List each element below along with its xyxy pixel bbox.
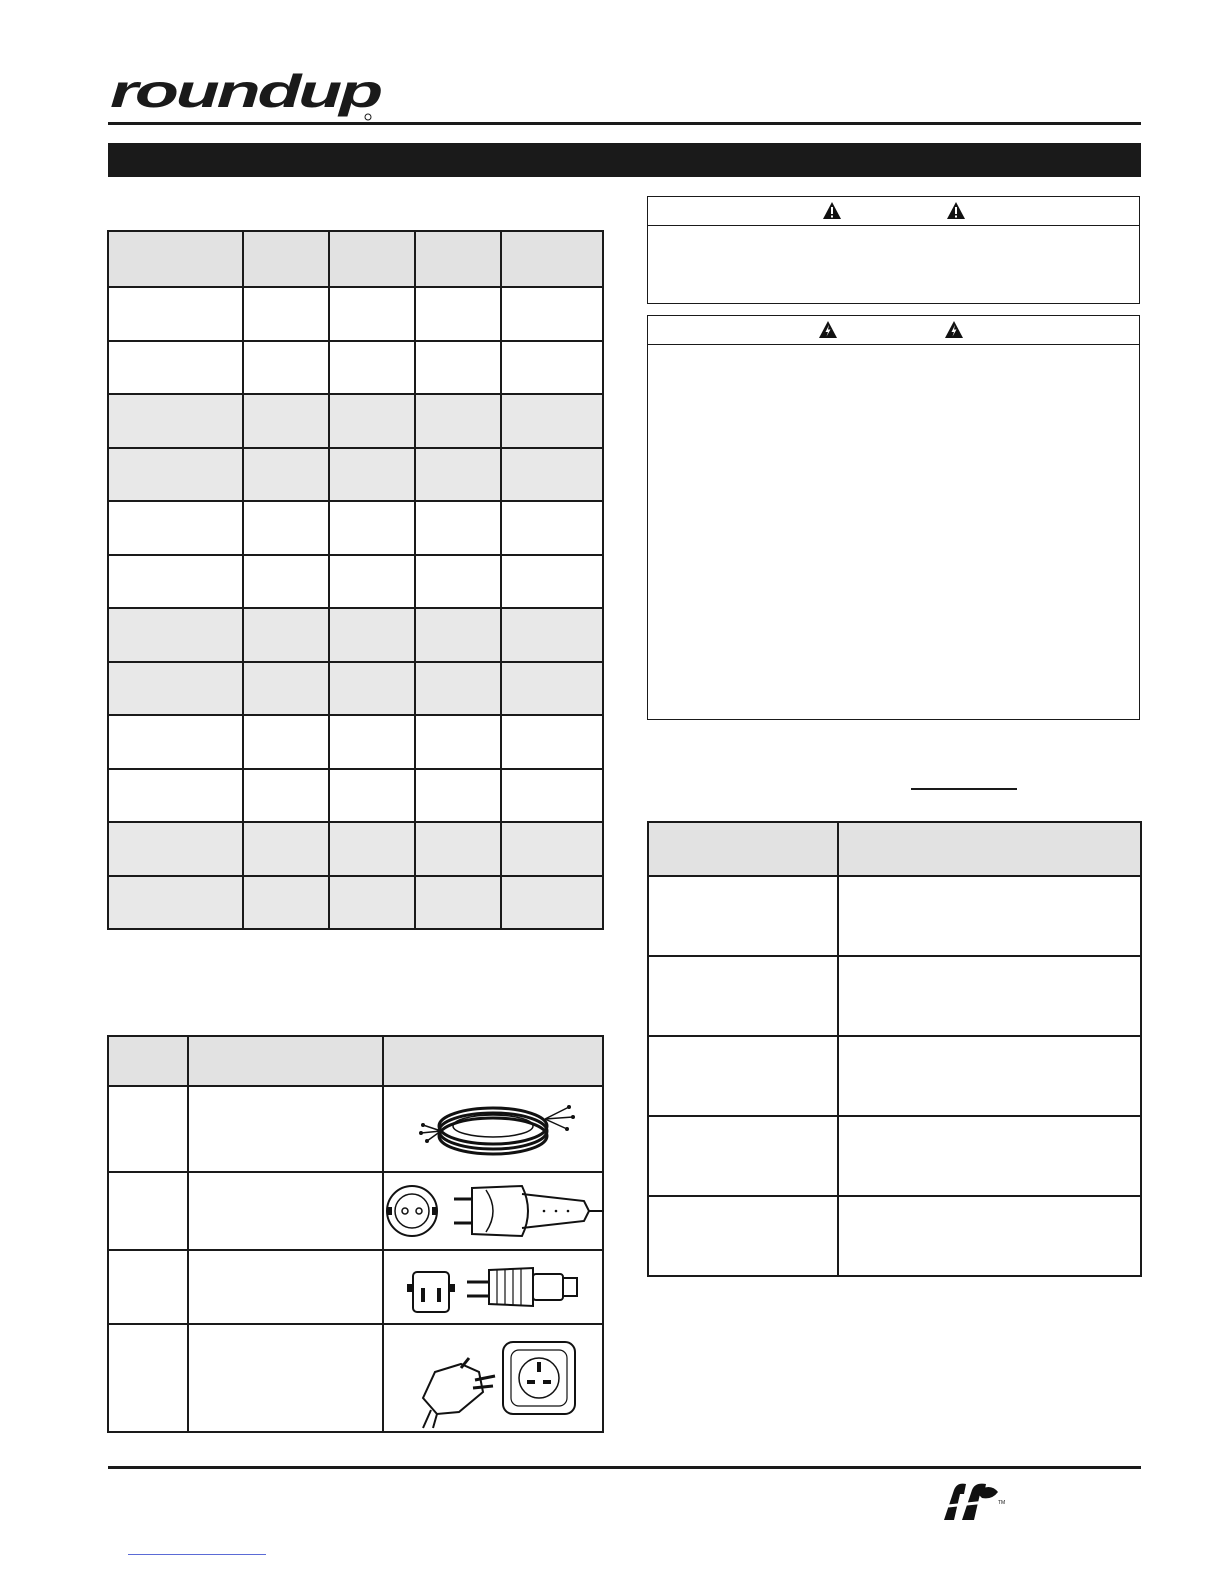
shock-hazard-box-header: [648, 316, 1139, 345]
table-row: [108, 876, 603, 930]
table-row: [108, 501, 603, 555]
table-row: [108, 1324, 603, 1432]
table-row: [648, 876, 1141, 956]
header-rule: [108, 122, 1141, 125]
schuko-plug-illustration: [384, 1176, 604, 1246]
table-row: [108, 341, 603, 395]
table-row: [108, 822, 603, 876]
shock-hazard-box: [647, 315, 1140, 720]
table-header-row: [108, 1036, 603, 1086]
electric-shock-triangle-icon: [818, 320, 838, 339]
table-row: [108, 287, 603, 341]
bare-wire-cord-illustration: [393, 1089, 593, 1169]
roundup-logo: [106, 65, 396, 122]
svg-text:roundup: roundup: [110, 65, 382, 117]
table-row: [108, 662, 603, 716]
nema-plug-illustration: [393, 1254, 593, 1320]
underline-link[interactable]: [911, 788, 1017, 790]
svg-text:TM: TM: [998, 1500, 1006, 1506]
table-row: [108, 394, 603, 448]
table-row: [108, 1172, 603, 1250]
specifications-table: [107, 230, 604, 930]
electric-shock-triangle-icon: [944, 320, 964, 339]
warning-triangle-icon: [946, 201, 966, 220]
table-row: [108, 769, 603, 823]
table-row: [108, 608, 603, 662]
table-header-row: [108, 231, 603, 287]
table-row: [108, 555, 603, 609]
table-row: [648, 956, 1141, 1036]
uk-plug-illustration: [393, 1328, 593, 1428]
table-row: [108, 1086, 603, 1172]
table-row: [108, 448, 603, 502]
table-row: [108, 1250, 603, 1324]
power-cord-table: [107, 1035, 604, 1433]
section-title-bar: [108, 143, 1141, 177]
warning-triangle-icon: [822, 201, 842, 220]
table-row: [648, 1116, 1141, 1196]
table-row: [108, 715, 603, 769]
footer-rule: [108, 1466, 1141, 1469]
ap-logo-icon: [940, 1480, 1004, 1522]
footer-link[interactable]: [128, 1554, 266, 1555]
table-header-row: [648, 822, 1141, 876]
warning-box: [647, 196, 1140, 304]
model-table: [647, 821, 1142, 1277]
table-row: [648, 1036, 1141, 1116]
warning-box-header: [648, 197, 1139, 226]
table-row: [648, 1196, 1141, 1276]
